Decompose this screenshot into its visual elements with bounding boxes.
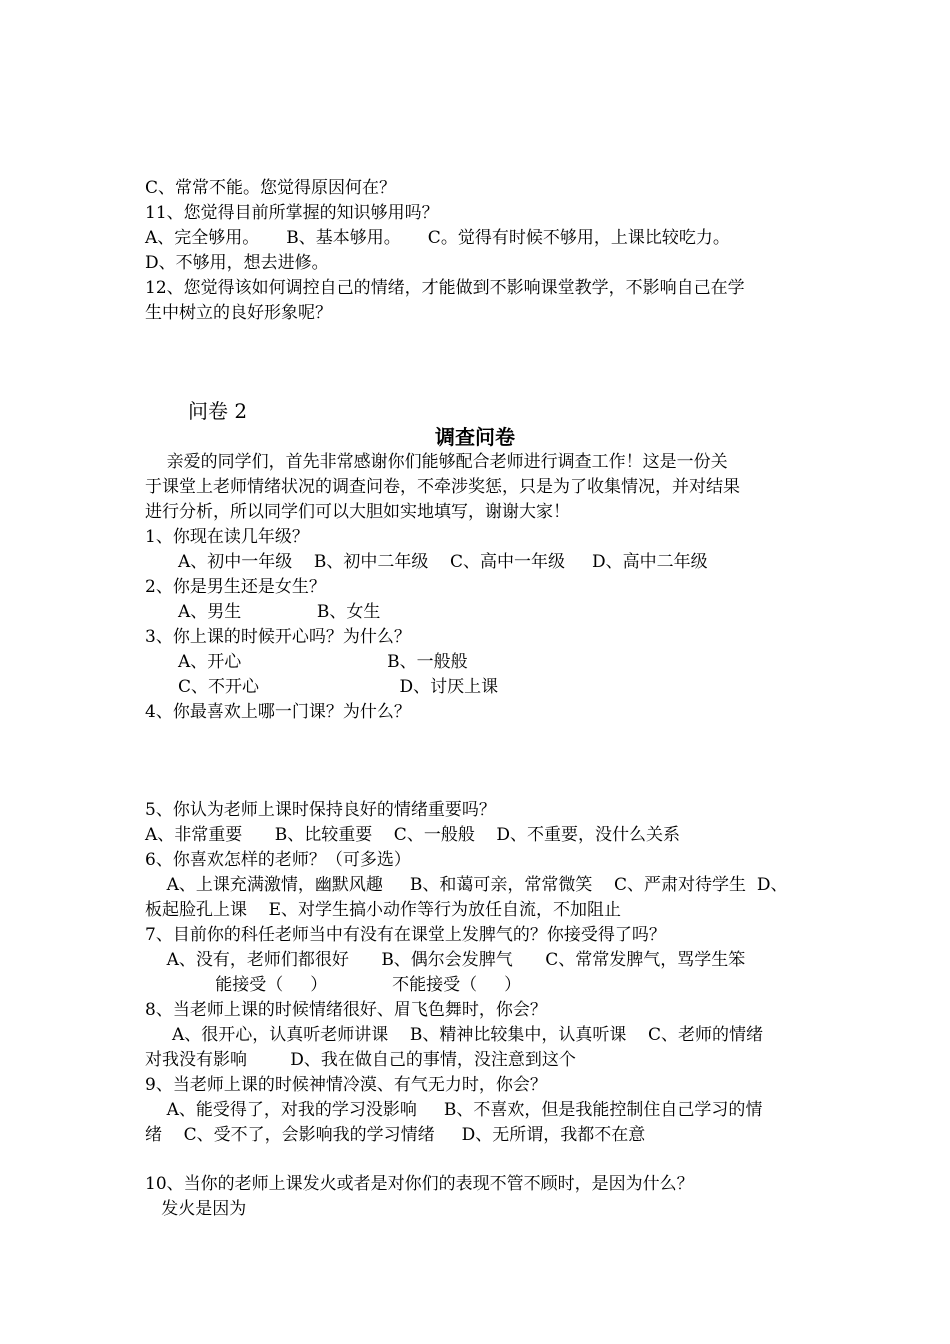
question-10: 10、当你的老师上课发火或者是对你们的表现不管不顾时，是因为什么？ — [145, 1174, 694, 1194]
questionnaire-label: 问卷 2 — [188, 399, 248, 423]
question-9-options-1: A、能受得了，对我的学习没影响 B、不喜欢，但是我能控制住自己学习的情 — [145, 1100, 763, 1120]
question-3: 3、你上课的时候开心吗？为什么？ — [145, 627, 411, 647]
questionnaire-title: 调查问卷 — [435, 425, 515, 449]
question-3-options-2: C、不开心 D、讨厌上课 — [178, 677, 499, 697]
question-7: 7、目前你的科任老师当中有没有在课堂上发脾气的？你接受得了吗？ — [145, 925, 666, 945]
question-2: 2、你是男生还是女生？ — [145, 577, 326, 597]
question-11: 11、您觉得目前所掌握的知识够用吗？ — [145, 203, 439, 223]
question-8-options-2: 对我没有影响 D、我在做自己的事情，没注意到这个 — [145, 1050, 576, 1070]
question-11-option-d: D、不够用，想去进修。 — [145, 253, 329, 273]
question-7-options-2: 能接受（ ） 不能接受（ ） — [145, 975, 522, 995]
question-8: 8、当老师上课的时候情绪很好、眉飞色舞时，你会？ — [145, 1000, 547, 1020]
question-9-options-2: 绪 C、受不了，会影响我的学习情绪 D、无所谓，我都不在意 — [145, 1125, 646, 1145]
question-5: 5、你认为老师上课时保持良好的情绪重要吗？ — [145, 800, 496, 820]
intro-line-1: 亲爱的同学们，首先非常感谢你们能够配合老师进行调查工作！这是一份关 — [145, 452, 728, 472]
question-1-options: A、初中一年级 B、初中二年级 C、高中一年级 D、高中二年级 — [178, 552, 708, 572]
question-3-options-1: A、开心 B、一般般 — [178, 652, 468, 672]
question-5-options: A、非常重要 B、比较重要 C、一般般 D、不重要，没什么关系 — [145, 825, 681, 845]
question-6-options-2: 板起脸孔上课 E、对学生搞小动作等行为放任自流，不加阻止 — [145, 900, 622, 920]
intro-line-3: 进行分析，所以同学们可以大胆如实地填写，谢谢大家！ — [145, 502, 570, 522]
question-9: 9、当老师上课的时候神情冷漠、有气无力时，你会？ — [145, 1075, 547, 1095]
question-10-sub: 发火是因为 — [145, 1199, 247, 1219]
question-1: 1、你现在读几年级？ — [145, 527, 309, 547]
question-7-options-1: A、没有，老师们都很好 B、偶尔会发脾气 C、常常发脾气，骂学生笨 — [145, 950, 746, 970]
question-2-options: A、男生 B、女生 — [178, 602, 381, 622]
option-c-line: C、常常不能。您觉得原因何在？ — [145, 178, 397, 198]
question-8-options-1: A、很开心，认真听老师讲课 B、精神比较集中，认真听课 C、老师的情绪 — [145, 1025, 764, 1045]
question-6: 6、你喜欢怎样的老师？（可多选） — [145, 850, 411, 870]
question-6-options-1: A、上课充满激情，幽默风趣 B、和蔼可亲，常常微笑 C、严肃对待学生 D、 — [145, 875, 788, 895]
question-12-line-1: 12、您觉得该如何调控自己的情绪，才能做到不影响课堂教学，不影响自己在学 — [145, 278, 745, 298]
question-4: 4、你最喜欢上哪一门课？为什么？ — [145, 702, 411, 722]
question-11-options: A、完全够用。 B、基本够用。 C。觉得有时候不够用，上课比较吃力。 — [145, 228, 730, 248]
question-12-line-2: 生中树立的良好形象呢？ — [145, 303, 332, 323]
intro-line-2: 于课堂上老师情绪状况的调查问卷，不牵涉奖惩，只是为了收集情况，并对结果 — [145, 477, 740, 497]
